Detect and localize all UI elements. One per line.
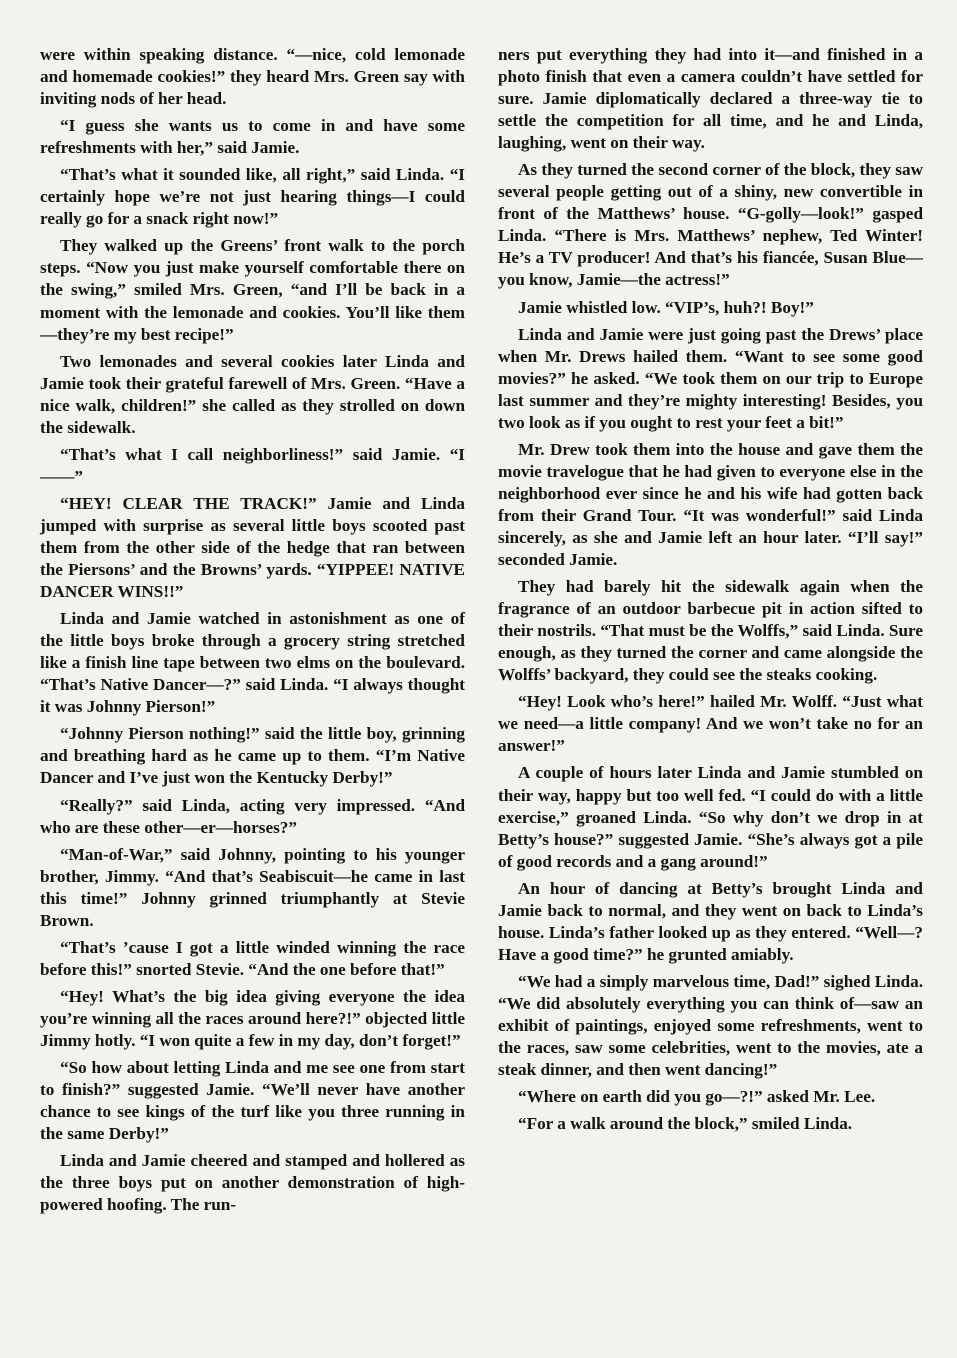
- paragraph: were within speaking distance. “—nice, cold lemonade and homemade cookies!” they heard Mrs. Green say with inviting nods of her head.: [40, 45, 465, 109]
- paragraph: ners put everything they had into it—and finished in a photo finish that even a camera couldn’t have settled for sure. Jamie diplomatically declared a three-way tie to settle the competition for all time, and he and Linda, laughing, went on their way.: [498, 45, 923, 153]
- paragraph: “Hey! Look who’s here!” hailed Mr. Wolff. “Just what we need—a little company! And we won’t take no for an answer!”: [498, 692, 923, 756]
- paragraph: Two lemonades and several cookies later Linda and Jamie took their grateful farewell of Mrs. Green. “Have a nice walk, children!” she called as they strolled on down the sidewalk.: [40, 351, 465, 437]
- paragraph: “We had a simply marvelous time, Dad!” sighed Linda. “We did absolutely everything you can think of—saw an exhibit of paintings, enjoyed some refreshments, went to the races, saw some celebrities, went to the movies, ate a steak dinner, and then went dancing!”: [498, 971, 923, 1080]
- paragraph: Mr. Drew took them into the house and gave them the movie travelogue that he had given to everyone else in the neighborhood ever since he and his wife had gotten back from their Grand Tour. “It was wonderful!” said Linda sincerely, as she and Jamie left an hour later. “I’ll say!” seconded Jamie.: [498, 439, 923, 570]
- paragraph: As they turned the second corner of the block, they saw several people getting out of a shiny, new convertible in front of the Matthews’ house. “G-golly—look!” gasped Linda. “There is Mrs. Matthews’ nephew, Ted Winter! He’s a TV producer! And that’s his fiancée, Susan Blue—you know, Jamie—the actress!”: [498, 160, 923, 290]
- paragraph: “For a walk around the block,” smiled Linda.: [518, 1114, 853, 1134]
- paragraph: Linda and Jamie cheered and stamped and hollered as the three boys put on another demonstration of high-powered hoofing. The run-: [40, 1151, 465, 1215]
- left-column: [40, 44, 465, 1221]
- paragraph: “Man-of-War,” said Johnny, pointing to his younger brother, Jimmy. “And that’s Seabiscuit—he came in last this time!” Johnny grinned triumphantly at Stevie Brown.: [40, 844, 465, 930]
- paragraph: A couple of hours later Linda and Jamie stumbled on their way, happy but too well fed. “I could do with a little exercise,” groaned Linda. “So why don’t we drop in at Betty’s house?” suggested Jamie. “She’s always got a pile of good records and a gang around!”: [498, 763, 923, 871]
- right-column: [498, 44, 923, 1141]
- paragraph: “That’s what it sounded like, all right,” said Linda. “I certainly hope we’re not just hearing things—I could really go for a snack right now!”: [40, 165, 465, 229]
- paragraph: “Johnny Pierson nothing!” said the little boy, grinning and breathing hard as he came up to them. “I’m Native Dancer and I’ve just won the Kentucky Derby!”: [40, 724, 465, 788]
- paragraph: Linda and Jamie were just going past the Drews’ place when Mr. Drews hailed them. “Want to see some good movies?” he asked. “We took them on our trip to Europe last summer and they’re mighty interesting! Besides, you two look as if you ought to rest your feet a bit!”: [498, 324, 923, 432]
- paragraph: They walked up the Greens’ front walk to the porch steps. “Now you just make yourself comfortable there on the swing,” smiled Mrs. Green, “and I’ll be back in a moment with the lemonade and cookies. You’ll like them—they’re my best recipe!”: [40, 236, 465, 344]
- paragraph: “That’s ’cause I got a little winded winning the race before this!” snorted Stevie. “And the one before that!”: [40, 937, 465, 979]
- paragraph: “So how about letting Linda and me see one from start to finish?” suggested Jamie. “We’ll never have another chance to see kings of the turf like you three running in the same Derby!”: [40, 1058, 465, 1144]
- paragraph: They had barely hit the sidewalk again when the fragrance of an outdoor barbecue pit in action sifted to their nostrils. “That must be the Wolffs,” said Linda. Sure enough, as they turned the corner and came alongside the Wolffs’ backyard, they could see the steaks cooking.: [498, 577, 923, 685]
- paragraph: “Really?” said Linda, acting very impressed. “And who are these other—er—horses?”: [40, 795, 465, 837]
- paragraph: “Hey! What’s the big idea giving everyone the idea you’re winning all the races around here?!” objected little Jimmy hotly. “I won quite a few in my day, don’t forget!”: [40, 986, 465, 1050]
- paragraph: Linda and Jamie watched in astonishment as one of the little boys broke through a grocery string stretched like a finish line tape between two elms on the boulevard. “That’s Native Dancer—?” said Linda. “I always thought it was Johnny Pierson!”: [40, 609, 465, 717]
- paragraph: An hour of dancing at Betty’s brought Linda and Jamie back to normal, and they went on back to Linda’s house. Linda’s father looked up as they entered. “Well—? Have a good time?” he grunted amiably.: [498, 878, 923, 964]
- paragraph: Jamie whistled low. “VIP’s, huh?! Boy!”: [518, 297, 814, 317]
- paragraph: “Where on earth did you go—?!” asked Mr. Lee.: [518, 1087, 876, 1107]
- paragraph: “That’s what I call neighborliness!” said Jamie. “I——”: [40, 444, 465, 486]
- paragraph: “I guess she wants us to come in and have some refreshments with her,” said Jamie.: [40, 116, 465, 158]
- paragraph: “HEY! CLEAR THE TRACK!” Jamie and Linda jumped with surprise as several little boys scooted past them from the other side of the hedge that ran between the Piersons’ and the Browns’ yards. “YIPPEE! NATIVE DANCER WINS!!”: [40, 493, 465, 602]
